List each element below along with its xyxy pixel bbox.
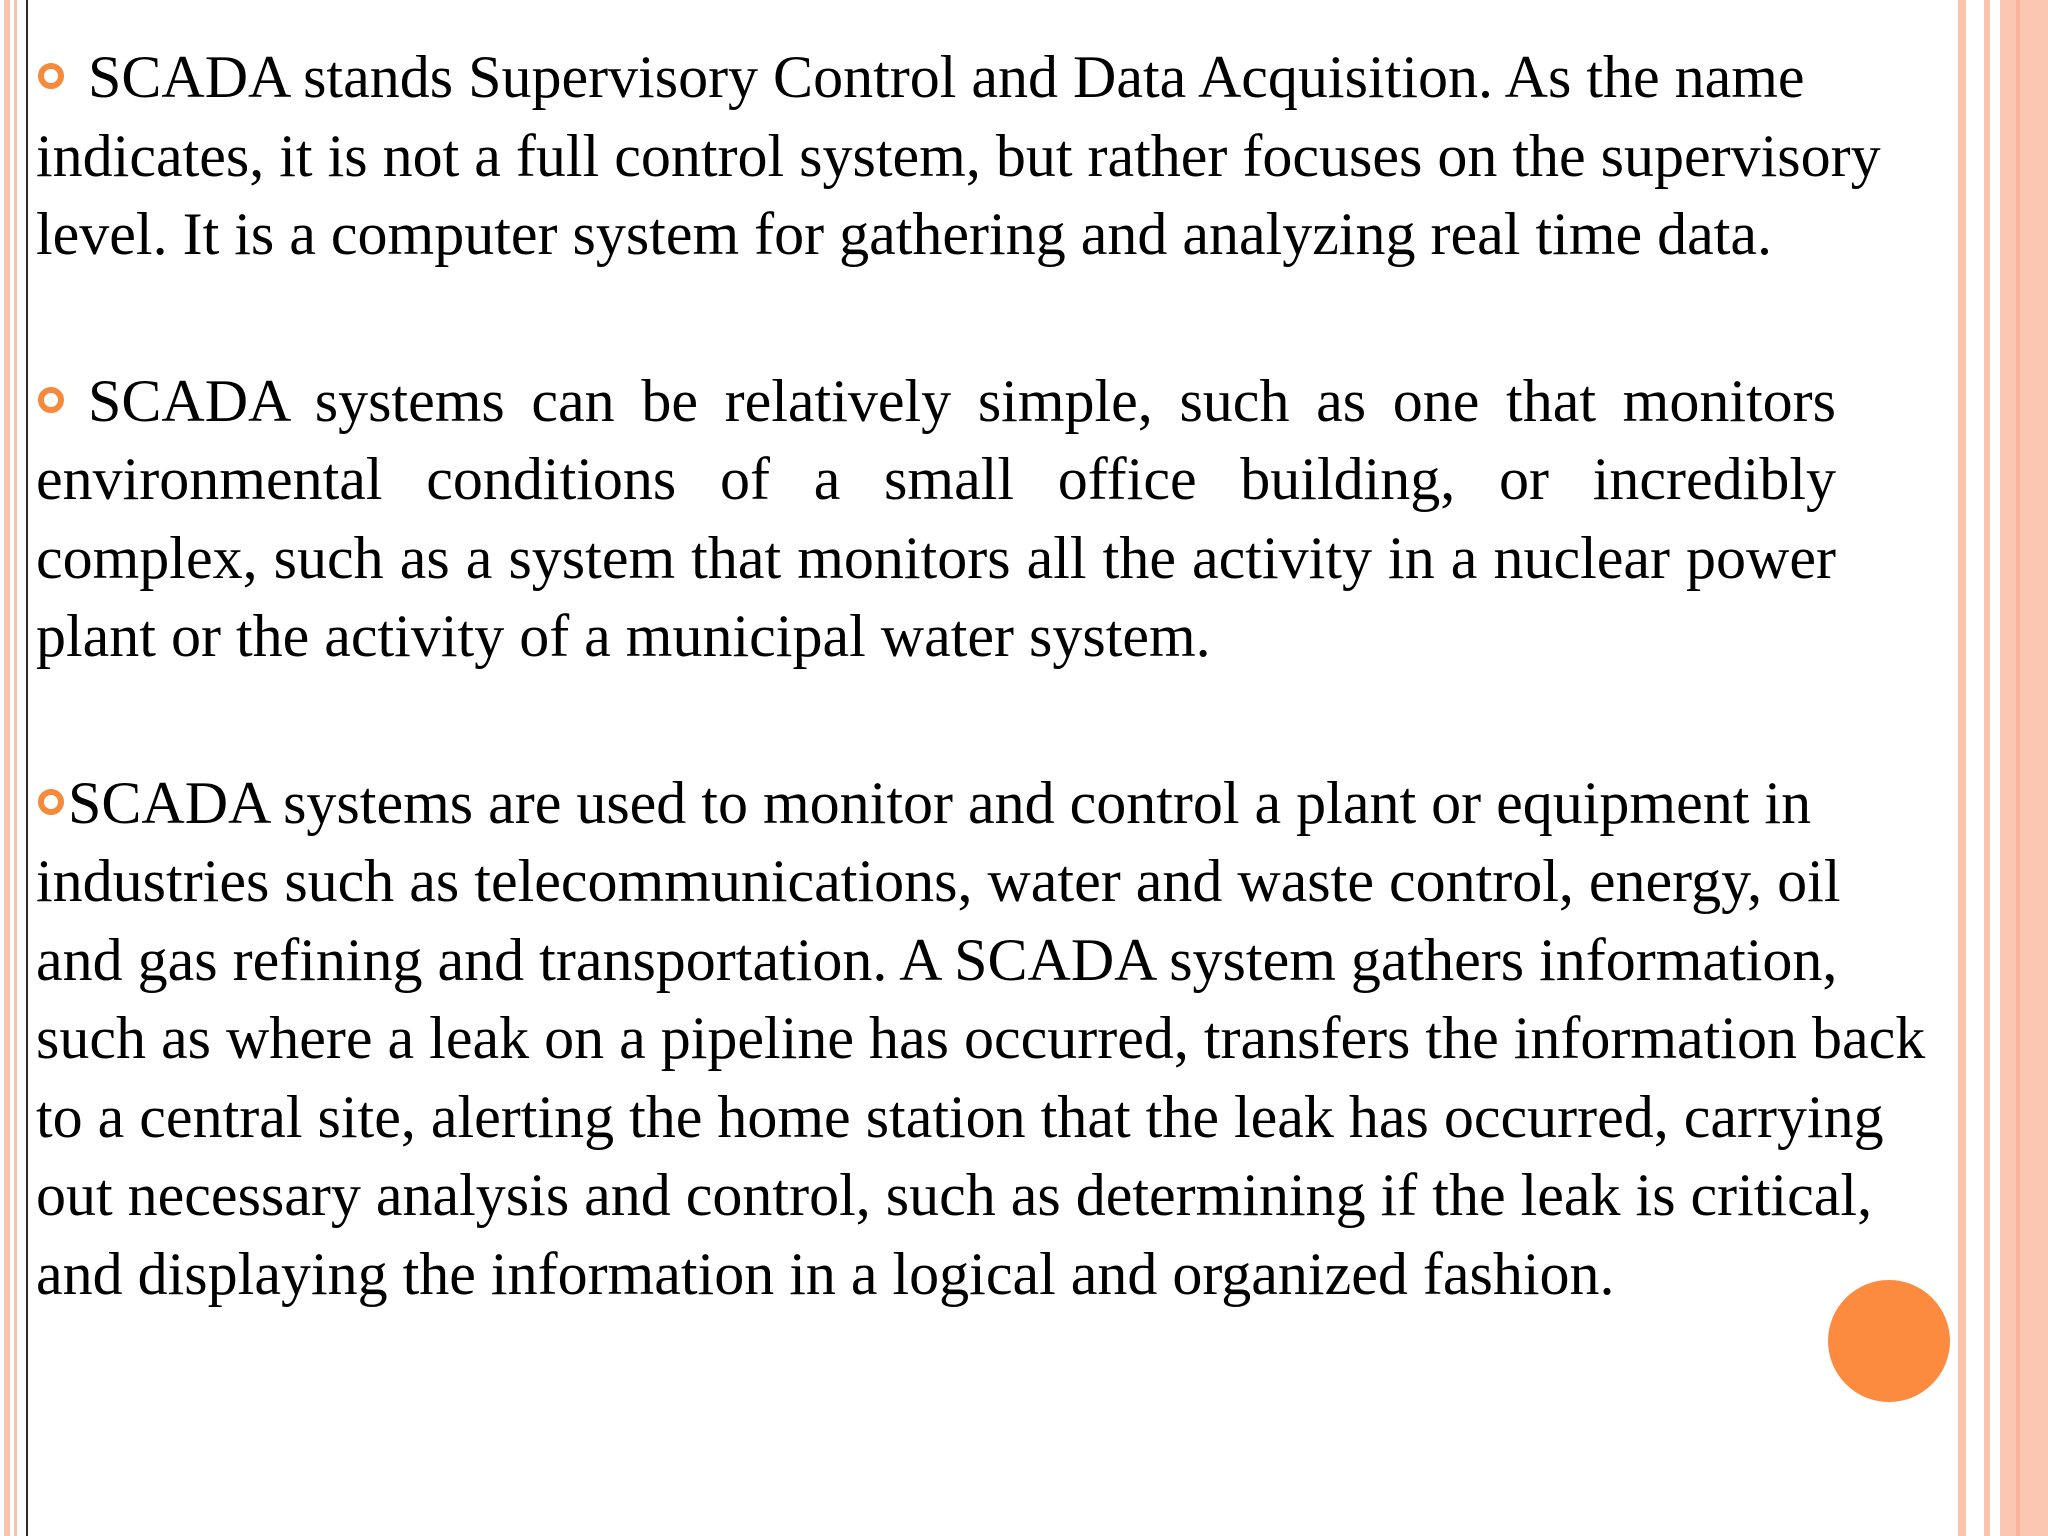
circle-bullet-icon xyxy=(38,387,64,413)
right-border-band xyxy=(2000,0,2048,1536)
left-border-line xyxy=(4,0,10,1536)
bullet-text: SCADA systems can be relatively simple, such as one that monitors environmental conditions of a small office building, or incredibly complex, such as a system that monitors all the activity in a nuclear power plant or the activity of a municipal water system. xyxy=(36,367,1836,669)
bullet-item xyxy=(36,38,1896,274)
orange-circle-decoration xyxy=(1828,1280,1950,1402)
circle-bullet-icon xyxy=(38,789,64,815)
right-border-line xyxy=(1958,0,1966,1536)
slide-body xyxy=(36,38,1926,1313)
bullet-text: SCADA stands Supervisory Control and Data Acquisition. As the name indicates, it is not a full control system, but rather focuses on the supervisory level. It is a computer system for gathering and analyzing real time data. xyxy=(36,44,1881,267)
right-border-line xyxy=(2016,0,2020,1536)
bullet-text: SCADA systems are used to monitor and control a plant or equipment in industries such as telecommunications, water and waste control, energy, oil and gas refining and transportation. A SCADA system gathers information, such as where a leak on a pipeline has occurred, transfers the information back to a central site, alerting the home station that the leak has occurred, carrying out necessary analysis and control, such as determining if the leak is critical, and displaying the information in a logical and organized fashion. xyxy=(36,769,1926,1307)
right-border-line xyxy=(1984,0,1990,1536)
bullet-item xyxy=(36,764,1926,1314)
left-border-line xyxy=(14,0,17,1536)
bullet-item xyxy=(36,362,1836,676)
left-border-rule xyxy=(26,0,28,1536)
circle-bullet-icon xyxy=(38,63,64,89)
